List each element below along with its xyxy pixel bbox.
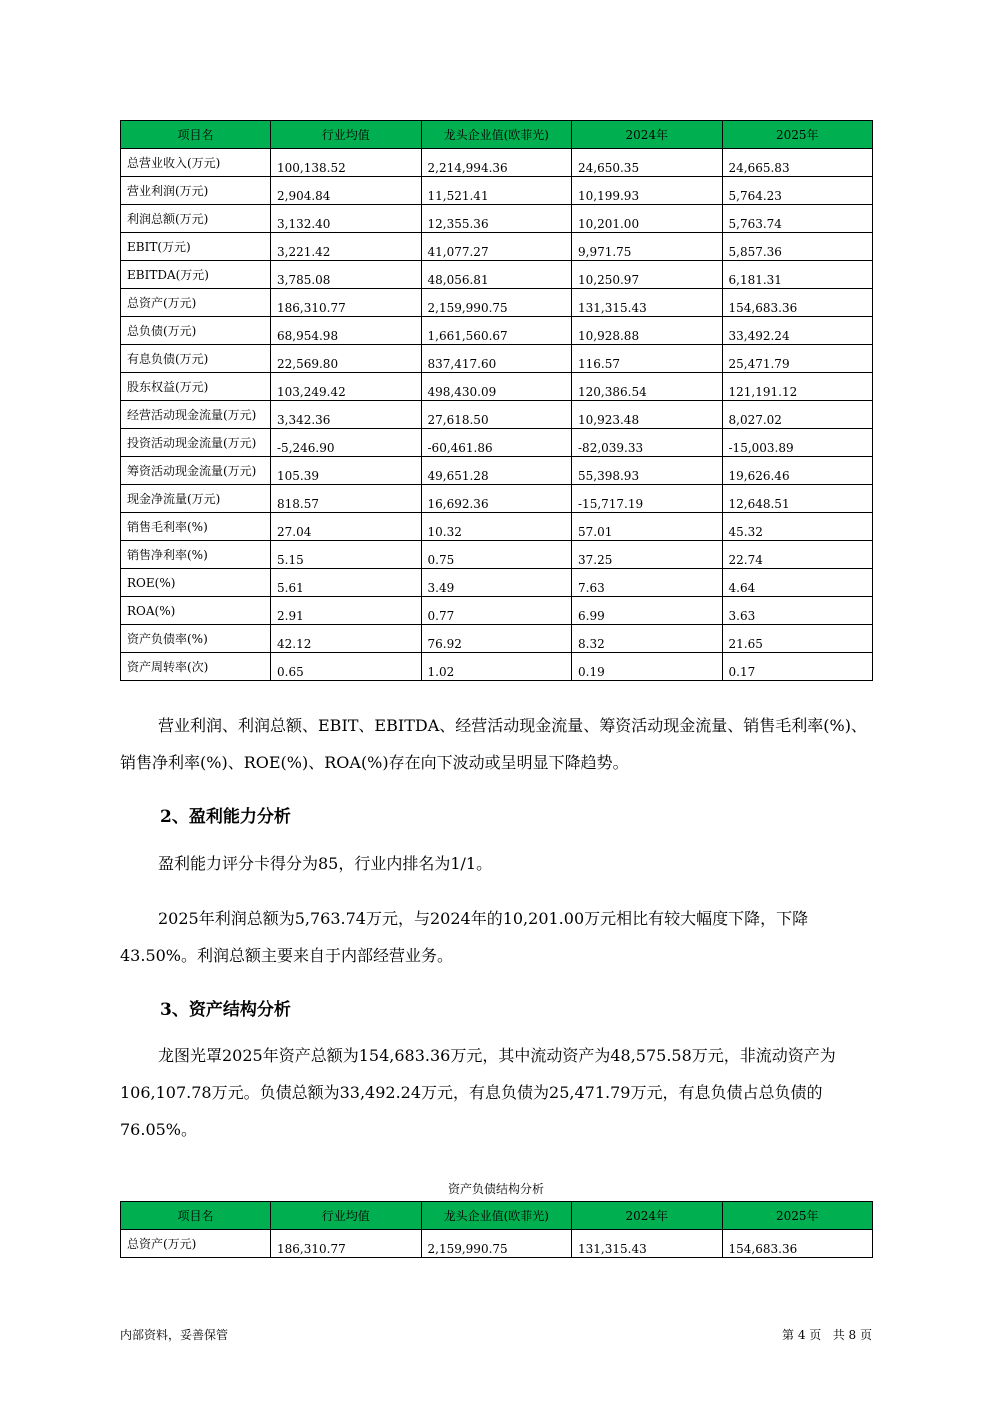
table-cell: 3,221.42 (271, 233, 422, 261)
table-cell: 45.32 (722, 513, 873, 541)
row-label: 销售净利率(%) (121, 541, 271, 569)
row-label: 利润总额(万元) (121, 205, 271, 233)
table-cell: 37.25 (572, 541, 723, 569)
table-cell: 12,648.51 (722, 485, 873, 513)
row-label: 股东权益(万元) (121, 373, 271, 401)
table-row (121, 289, 873, 317)
table-header-row (121, 121, 873, 149)
table-cell: 5,764.23 (722, 177, 873, 205)
table-row (121, 625, 873, 653)
table-cell: 100,138.52 (271, 149, 422, 177)
table-cell: 42.12 (271, 625, 422, 653)
footer-page-number: 第 4 页 共 8 页 (782, 1328, 872, 1342)
table-cell: 10.32 (421, 513, 572, 541)
section-heading-profitability: 2、盈利能力分析 (160, 807, 291, 827)
table-cell: 1.02 (421, 653, 572, 681)
table-cell: 3,132.40 (271, 205, 422, 233)
table-cell: 154,683.36 (722, 1230, 873, 1258)
table-row (121, 653, 873, 681)
table-cell: -5,246.90 (271, 429, 422, 457)
table-row (121, 205, 873, 233)
header-2025: 2025年 (722, 121, 873, 149)
table-row (121, 149, 873, 177)
table-cell: 3,785.08 (271, 261, 422, 289)
table-cell: 186,310.77 (271, 289, 422, 317)
header-item-name: 项目名 (121, 1202, 271, 1230)
table-cell: 8,027.02 (722, 401, 873, 429)
table-cell: 103,249.42 (271, 373, 422, 401)
table-cell: 12,355.36 (421, 205, 572, 233)
table-cell: 57.01 (572, 513, 723, 541)
table-row (121, 569, 873, 597)
profit-total-paragraph: 2025年利润总额为5,763.74万元，与2024年的10,201.00万元相比有较大幅度下降，下降43.50%。利润总额主要来自于内部经营业务。 (120, 909, 809, 965)
row-label: 总资产(万元) (121, 1230, 271, 1258)
table-cell: 10,199.93 (572, 177, 723, 205)
row-label: ROE(%) (121, 569, 271, 597)
footer-confidential: 内部资料，妥善保管 (120, 1328, 229, 1342)
financial-indicators-table (120, 120, 873, 681)
header-leader-value: 龙头企业值(欧菲光) (421, 121, 572, 149)
table-cell: 19,626.46 (722, 457, 873, 485)
table-cell: 0.75 (421, 541, 572, 569)
table-row (121, 373, 873, 401)
table-cell: 131,315.43 (572, 1230, 723, 1258)
table-cell: 2,159,990.75 (421, 1230, 572, 1258)
row-label: 经营活动现金流量(万元) (121, 401, 271, 429)
table-cell: 3.49 (421, 569, 572, 597)
table-cell: 24,665.83 (722, 149, 873, 177)
section-heading-asset-structure: 3、资产结构分析 (160, 1000, 291, 1020)
table-cell: 818.57 (271, 485, 422, 513)
table-cell: 5.61 (271, 569, 422, 597)
header-2025: 2025年 (722, 1202, 873, 1230)
table-cell: 6.99 (572, 597, 723, 625)
table-cell: 5,763.74 (722, 205, 873, 233)
table-row (121, 233, 873, 261)
row-label: 现金净流量(万元) (121, 485, 271, 513)
table-row (121, 429, 873, 457)
table-cell: 4.64 (722, 569, 873, 597)
table-cell: 49,651.28 (421, 457, 572, 485)
row-label: 销售毛利率(%) (121, 513, 271, 541)
table-row (121, 401, 873, 429)
table-cell: -60,461.86 (421, 429, 572, 457)
table-cell: 10,923.48 (572, 401, 723, 429)
table-cell: 3,342.36 (271, 401, 422, 429)
table-cell: 0.65 (271, 653, 422, 681)
table-cell: 131,315.43 (572, 289, 723, 317)
table-cell: 16,692.36 (421, 485, 572, 513)
table-row (121, 513, 873, 541)
table-cell: 22.74 (722, 541, 873, 569)
header-2024: 2024年 (572, 121, 723, 149)
table-cell: 10,201.00 (572, 205, 723, 233)
table-cell: 0.17 (722, 653, 873, 681)
table-cell: -15,717.19 (572, 485, 723, 513)
table-row (121, 485, 873, 513)
header-item-name: 项目名 (121, 121, 271, 149)
header-2024: 2024年 (572, 1202, 723, 1230)
table-cell: 837,417.60 (421, 345, 572, 373)
table-row (121, 177, 873, 205)
row-label: 总负债(万元) (121, 317, 271, 345)
table-cell: 48,056.81 (421, 261, 572, 289)
table-cell: -82,039.33 (572, 429, 723, 457)
table-cell: 10,928.88 (572, 317, 723, 345)
table-row (121, 541, 873, 569)
table-cell: 10,250.97 (572, 261, 723, 289)
table-cell: 3.63 (722, 597, 873, 625)
table-cell: 6,181.31 (722, 261, 873, 289)
table-row (121, 1230, 873, 1258)
table-cell: 5.15 (271, 541, 422, 569)
table-cell: -15,003.89 (722, 429, 873, 457)
row-label: EBIT(万元) (121, 233, 271, 261)
table-cell: 2,159,990.75 (421, 289, 572, 317)
row-label: 筹资活动现金流量(万元) (121, 457, 271, 485)
header-industry-avg: 行业均值 (271, 121, 422, 149)
table-cell: 24,650.35 (572, 149, 723, 177)
row-label: 投资活动现金流量(万元) (121, 429, 271, 457)
table-cell: 121,191.12 (722, 373, 873, 401)
table-cell: 22,569.80 (271, 345, 422, 373)
table-cell: 55,398.93 (572, 457, 723, 485)
table-cell: 11,521.41 (421, 177, 572, 205)
table-cell: 116.57 (572, 345, 723, 373)
row-label: 营业利润(万元) (121, 177, 271, 205)
header-leader-value: 龙头企业值(欧菲光) (421, 1202, 572, 1230)
row-label: 资产负债率(%) (121, 625, 271, 653)
row-label: 有息负债(万元) (121, 345, 271, 373)
table-row (121, 345, 873, 373)
table-cell: 186,310.77 (271, 1230, 422, 1258)
asset-liability-table (120, 1201, 873, 1258)
table-row (121, 597, 873, 625)
row-label: EBITDA(万元) (121, 261, 271, 289)
table-cell: 2.91 (271, 597, 422, 625)
trend-paragraph: 营业利润、利润总额、EBIT、EBITDA、经营活动现金流量、筹资活动现金流量、销售毛利率(%)、销售净利率(%)、ROE(%)、ROA(%)存在向下波动或呈明显下降趋势。 (120, 716, 867, 772)
table-cell: 105.39 (271, 457, 422, 485)
table-cell: 5,857.36 (722, 233, 873, 261)
header-industry-avg: 行业均值 (271, 1202, 422, 1230)
table-cell: 41,077.27 (421, 233, 572, 261)
row-label: 总营业收入(万元) (121, 149, 271, 177)
row-label: 资产周转率(次) (121, 653, 271, 681)
table-cell: 154,683.36 (722, 289, 873, 317)
table-caption: 资产负债结构分析 (447, 1182, 544, 1196)
table-cell: 21.65 (722, 625, 873, 653)
table-row (121, 261, 873, 289)
profitability-score-paragraph: 盈利能力评分卡得分为85，行业内排名为1/1。 (158, 854, 493, 873)
table-cell: 1,661,560.67 (421, 317, 572, 345)
table-row (121, 317, 873, 345)
table-cell: 33,492.24 (722, 317, 873, 345)
table-cell: 76.92 (421, 625, 572, 653)
table-cell: 2,904.84 (271, 177, 422, 205)
row-label: ROA(%) (121, 597, 271, 625)
table-cell: 27.04 (271, 513, 422, 541)
table-cell: 25,471.79 (722, 345, 873, 373)
asset-structure-paragraph: 龙图光罩2025年资产总额为154,683.36万元，其中流动资产为48,575.58万元，非流动资产为106,107.78万元。负债总额为33,492.24万元，有息负债为25,471.79万元，有息负债占总负债的76.05%。 (120, 1046, 836, 1139)
table-row (121, 457, 873, 485)
table-cell: 0.77 (421, 597, 572, 625)
table-cell: 8.32 (572, 625, 723, 653)
table-cell: 120,386.54 (572, 373, 723, 401)
table-cell: 9,971.75 (572, 233, 723, 261)
table-cell: 2,214,994.36 (421, 149, 572, 177)
table-cell: 27,618.50 (421, 401, 572, 429)
table-cell: 7.63 (572, 569, 723, 597)
table-cell: 0.19 (572, 653, 723, 681)
table-cell: 498,430.09 (421, 373, 572, 401)
row-label: 总资产(万元) (121, 289, 271, 317)
table-cell: 68,954.98 (271, 317, 422, 345)
table-header-row (121, 1202, 873, 1230)
